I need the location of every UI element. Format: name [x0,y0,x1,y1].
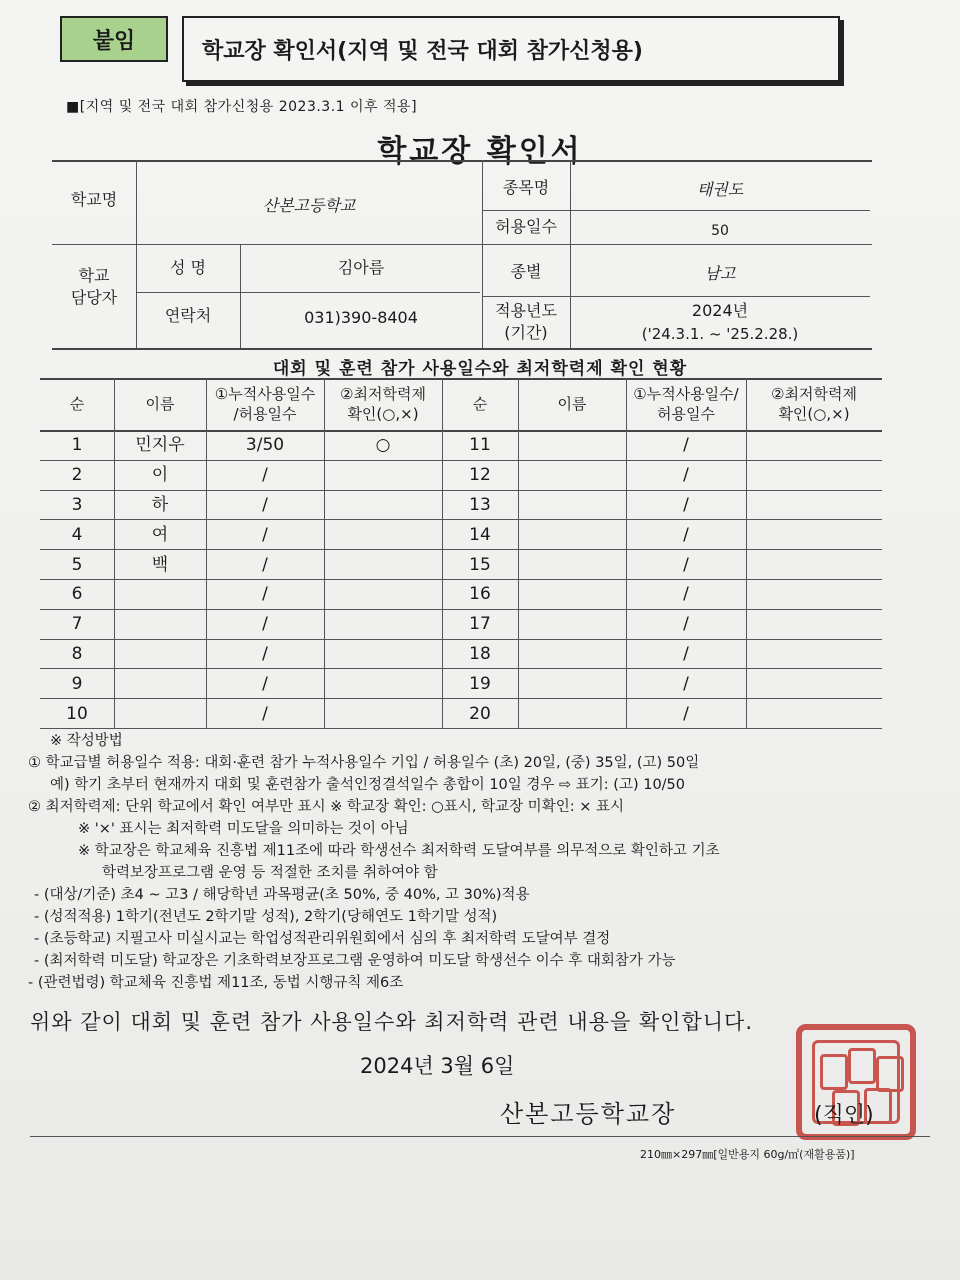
row-left-min [324,641,442,669]
row-left-no: 6 [71,584,83,605]
row-left-name: 백 [151,554,169,575]
row-left-min [324,462,442,490]
attachment-title: 학교장 확인서(지역 및 전국 대회 참가신청용) [182,16,840,82]
row-right-min [746,611,882,639]
row-right-name [518,641,626,669]
event-label: 종목명 [502,178,550,198]
col-min: ②최저학력제 확인(○,×) [340,384,426,423]
days-value: 50 [711,222,729,239]
row-right-name [518,432,626,460]
row-right-min [746,432,882,460]
row-left-no: 4 [71,524,83,545]
row-left-no: 7 [71,614,83,635]
row-left-name [114,641,206,669]
category-label: 종별 [510,262,542,282]
row-right-name [518,492,626,520]
event-value: 태권도 [696,180,744,200]
row-right-no: 12 [469,465,491,486]
col-no: 순 [69,394,85,413]
attachment-header [60,16,840,82]
row-right-no: 18 [469,644,491,665]
row-left-days: / [262,465,268,486]
section-title: 대회 및 훈련 참가 사용일수와 최저학력제 확인 현황 [272,359,688,379]
row-right-no: 19 [469,673,491,694]
row-right-days: / [683,465,689,486]
row-left-name [114,581,206,609]
row-right-name [518,581,626,609]
row-left-min [324,700,442,728]
row-right-min [746,462,882,490]
row-right-days: / [683,703,689,724]
note-8: - (최저학력 미도달) 학교장은 기초학력보장프로그램 운영하여 미도달 학생선수 이수 후 대회참가 가능 [34,953,676,969]
row-left-name: 민지우 [135,435,185,456]
row-right-min [746,492,882,520]
row-right-name [518,521,626,549]
period-value: ('24.3.1. ~ '25.2.28.) [641,324,799,343]
notes-heading: ※ 작성방법 [50,733,123,749]
row-left-name [114,700,206,728]
row-left-days: / [262,584,268,605]
note-4a: ※ 학교장은 학교체육 진흥법 제11조에 따라 학생선수 최저학력 도달여부를 의무적으로 확인하고 기초 [78,843,720,859]
row-left-days: / [262,524,268,545]
row-left-days: / [262,614,268,635]
row-right-no: 20 [469,703,491,724]
row-right-days: / [683,584,689,605]
issue-date: 2024년 3월 6일 [360,1054,515,1078]
form-subtitle: ■[지역 및 전국 대회 참가신청용 2023.3.1 이후 적용] [66,99,418,115]
row-right-no: 15 [469,554,491,575]
row-right-no: 16 [469,584,491,605]
row-left-no: 5 [71,554,83,575]
row-left-min [324,551,442,579]
row-left-days: 3/50 [245,435,285,456]
school-label: 학교명 [70,190,118,210]
row-right-days: / [683,435,689,456]
row-left-name: 하 [151,495,169,516]
note-3: ※ '×' 표시는 최저학력 미도달을 의미하는 것이 아님 [78,821,409,837]
note-5: - (대상/기준) 초4 ~ 고3 / 해당학년 과목평균(초 50%, 중 40%, 고 30%)적용 [34,887,530,903]
row-right-min [746,581,882,609]
year-label: 적용년도 (기간) [495,301,557,342]
row-left-name: 여 [151,524,169,545]
row-right-min [746,521,882,549]
row-left-name [114,670,206,698]
manager-label: 학교 담당자 [70,266,118,307]
col-min-right: ②최저학력제 확인(○,×) [771,384,857,423]
row-right-name [518,462,626,490]
row-left-no: 9 [71,673,83,694]
contact-label: 연락처 [164,306,212,326]
note-1a: ① 학교급별 허용일수 적용: 대회·훈련 참가 누적사용일수 기입 / 허용일수 (초) 20일, (중) 35일, (고) 50일 [28,755,700,771]
row-right-name [518,611,626,639]
row-right-days: / [683,614,689,635]
row-left-name: 이 [151,465,169,486]
row-left-min [324,581,442,609]
row-right-min [746,551,882,579]
note-6: - (성적적용) 1학기(전년도 2학기말 성적), 2학기(당해연도 1학기말 성적) [34,909,498,925]
row-right-name [518,670,626,698]
row-left-days: / [262,703,268,724]
row-left-min [324,492,442,520]
category-value: 남고 [704,264,736,284]
row-left-no: 8 [71,644,83,665]
note-1b: 예) 학기 초부터 현재까지 대회 및 훈련참가 출석인정결석일수 총합이 10일 경우 ⇨ 표기: (고) 10/50 [50,777,686,793]
row-left-no: 1 [71,435,83,456]
year-value: 2024년 [691,301,749,321]
col-days: ①누적사용일수 /허용일수 [214,384,316,423]
row-left-days: / [262,673,268,694]
confirmation-statement: 위와 같이 대회 및 훈련 참가 사용일수와 최저학력 관련 내용을 확인합니다. [30,1010,754,1034]
row-right-min [746,700,882,728]
row-left-days: / [262,495,268,516]
row-left-min [324,521,442,549]
row-right-no: 13 [469,495,491,516]
row-right-days: / [683,644,689,665]
row-right-min [746,670,882,698]
document-title: 학교장 확인서 [377,134,583,169]
principal-name: 산본고등학교장 [500,1100,677,1128]
seal-label: (직인) [814,1103,874,1128]
col-name-right: 이름 [557,394,587,413]
row-right-no: 14 [469,524,491,545]
name-label: 성 명 [170,258,206,278]
row-left-no: 10 [66,703,88,724]
row-left-min [324,611,442,639]
attachment-tag: 붙임 [60,16,168,62]
note-4b: 학력보장프로그램 운영 등 적절한 조치를 취하여야 함 [102,865,438,881]
instructions [28,730,928,994]
row-left-min: ○ [375,435,391,456]
school-value: 산본고등학교 [262,196,356,216]
note-9: - (관련법령) 학교체육 진흥법 제11조, 동법 시행규칙 제6조 [28,975,404,991]
row-right-no: 11 [469,435,491,456]
row-left-days: / [262,644,268,665]
row-right-days: / [683,673,689,694]
days-label: 허용일수 [495,217,557,237]
row-right-days: / [683,495,689,516]
row-left-name [114,611,206,639]
row-left-no: 3 [71,495,83,516]
name-value: 김아름 [337,258,385,278]
row-right-days: / [683,554,689,575]
note-2: ② 최저학력제: 단위 학교에서 확인 여부만 표시 ※ 학교장 확인: ○표시, 학교장 미확인: × 표시 [28,799,624,815]
col-no-right: 순 [472,394,488,413]
contact-value: 031)390-8404 [304,308,418,328]
col-days-right: ①누적사용일수/ 허용일수 [633,384,739,423]
row-right-days: / [683,524,689,545]
row-right-name [518,551,626,579]
row-right-min [746,641,882,669]
paper-spec: 210㎜×297㎜[일반용지 60g/㎡(재활용품)] [640,1148,855,1161]
note-7: - (초등학교) 지필고사 미실시교는 학업성적관리위원회에서 심의 후 최저학력 도달여부 결정 [34,931,611,947]
row-left-no: 2 [71,465,83,486]
row-right-name [518,700,626,728]
col-name: 이름 [145,394,175,413]
row-right-no: 17 [469,614,491,635]
row-left-min [324,670,442,698]
row-left-days: / [262,554,268,575]
